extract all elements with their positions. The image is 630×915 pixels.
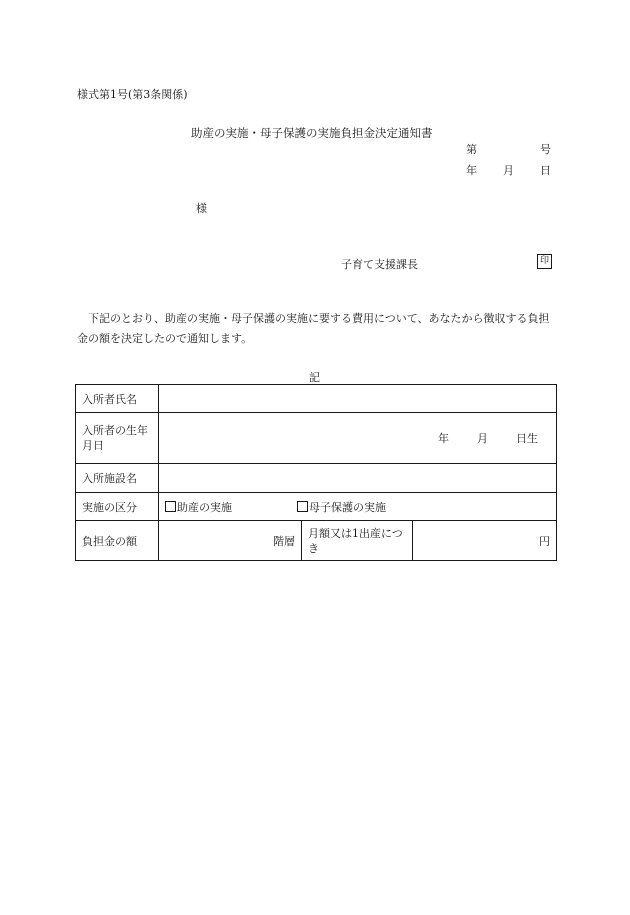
category-label: 実施の区分 — [76, 493, 159, 521]
date-day: 日 — [540, 164, 551, 177]
dob-suffix: 日生 — [516, 432, 538, 445]
name-value-cell[interactable] — [159, 385, 557, 413]
notice-table — [75, 384, 557, 561]
dob-value-cell[interactable] — [159, 413, 557, 464]
amount-value-cell[interactable] — [413, 521, 557, 561]
date-month: 月 — [503, 164, 514, 177]
mother-child-checkbox[interactable]: 母子保護の実施 — [297, 501, 386, 514]
category-options-cell — [159, 493, 557, 521]
ki-heading: 記 — [309, 371, 320, 384]
addressee-suffix: 様 — [196, 202, 207, 215]
form-number-label: 様式第1号(第3条関係) — [77, 88, 188, 101]
date-year: 年 — [466, 164, 477, 177]
number-suffix: 号 — [540, 143, 551, 156]
body-paragraph: 下記のとおり、助産の実施・母子保護の実施に要する費用について、あなたから徴収する負担金の額を決定したので通知します。 — [77, 312, 550, 345]
table-row — [76, 521, 557, 561]
sender-title: 子育て支援課長 — [341, 258, 418, 271]
tier-cell[interactable] — [159, 521, 302, 561]
checkbox-icon — [297, 501, 308, 512]
table-row — [76, 464, 557, 493]
facility-value-cell[interactable] — [159, 464, 557, 493]
name-label: 入所者氏名 — [76, 385, 159, 413]
checkbox-icon — [165, 501, 176, 512]
document-number-line — [466, 141, 551, 157]
amount-label: 負担金の額 — [76, 521, 159, 561]
document-title: 助産の実施・母子保護の実施負担金決定通知書 — [191, 126, 433, 140]
dob-year: 年 — [438, 432, 449, 445]
table-row — [76, 493, 557, 521]
table-row — [76, 413, 557, 464]
tier-label: 階層 — [273, 534, 295, 548]
dob-month: 月 — [477, 432, 488, 445]
yen-label: 円 — [539, 534, 550, 548]
table-row — [76, 385, 557, 413]
document-date-line — [466, 162, 551, 178]
facility-label: 入所施設名 — [76, 464, 159, 493]
monthly-label: 月額又は1出産につき — [302, 521, 413, 561]
dob-label: 入所者の生年月日 — [76, 413, 159, 464]
midwifery-checkbox[interactable]: 助産の実施 — [165, 501, 232, 514]
seal-mark: 印 — [537, 254, 552, 269]
number-prefix: 第 — [466, 143, 477, 156]
